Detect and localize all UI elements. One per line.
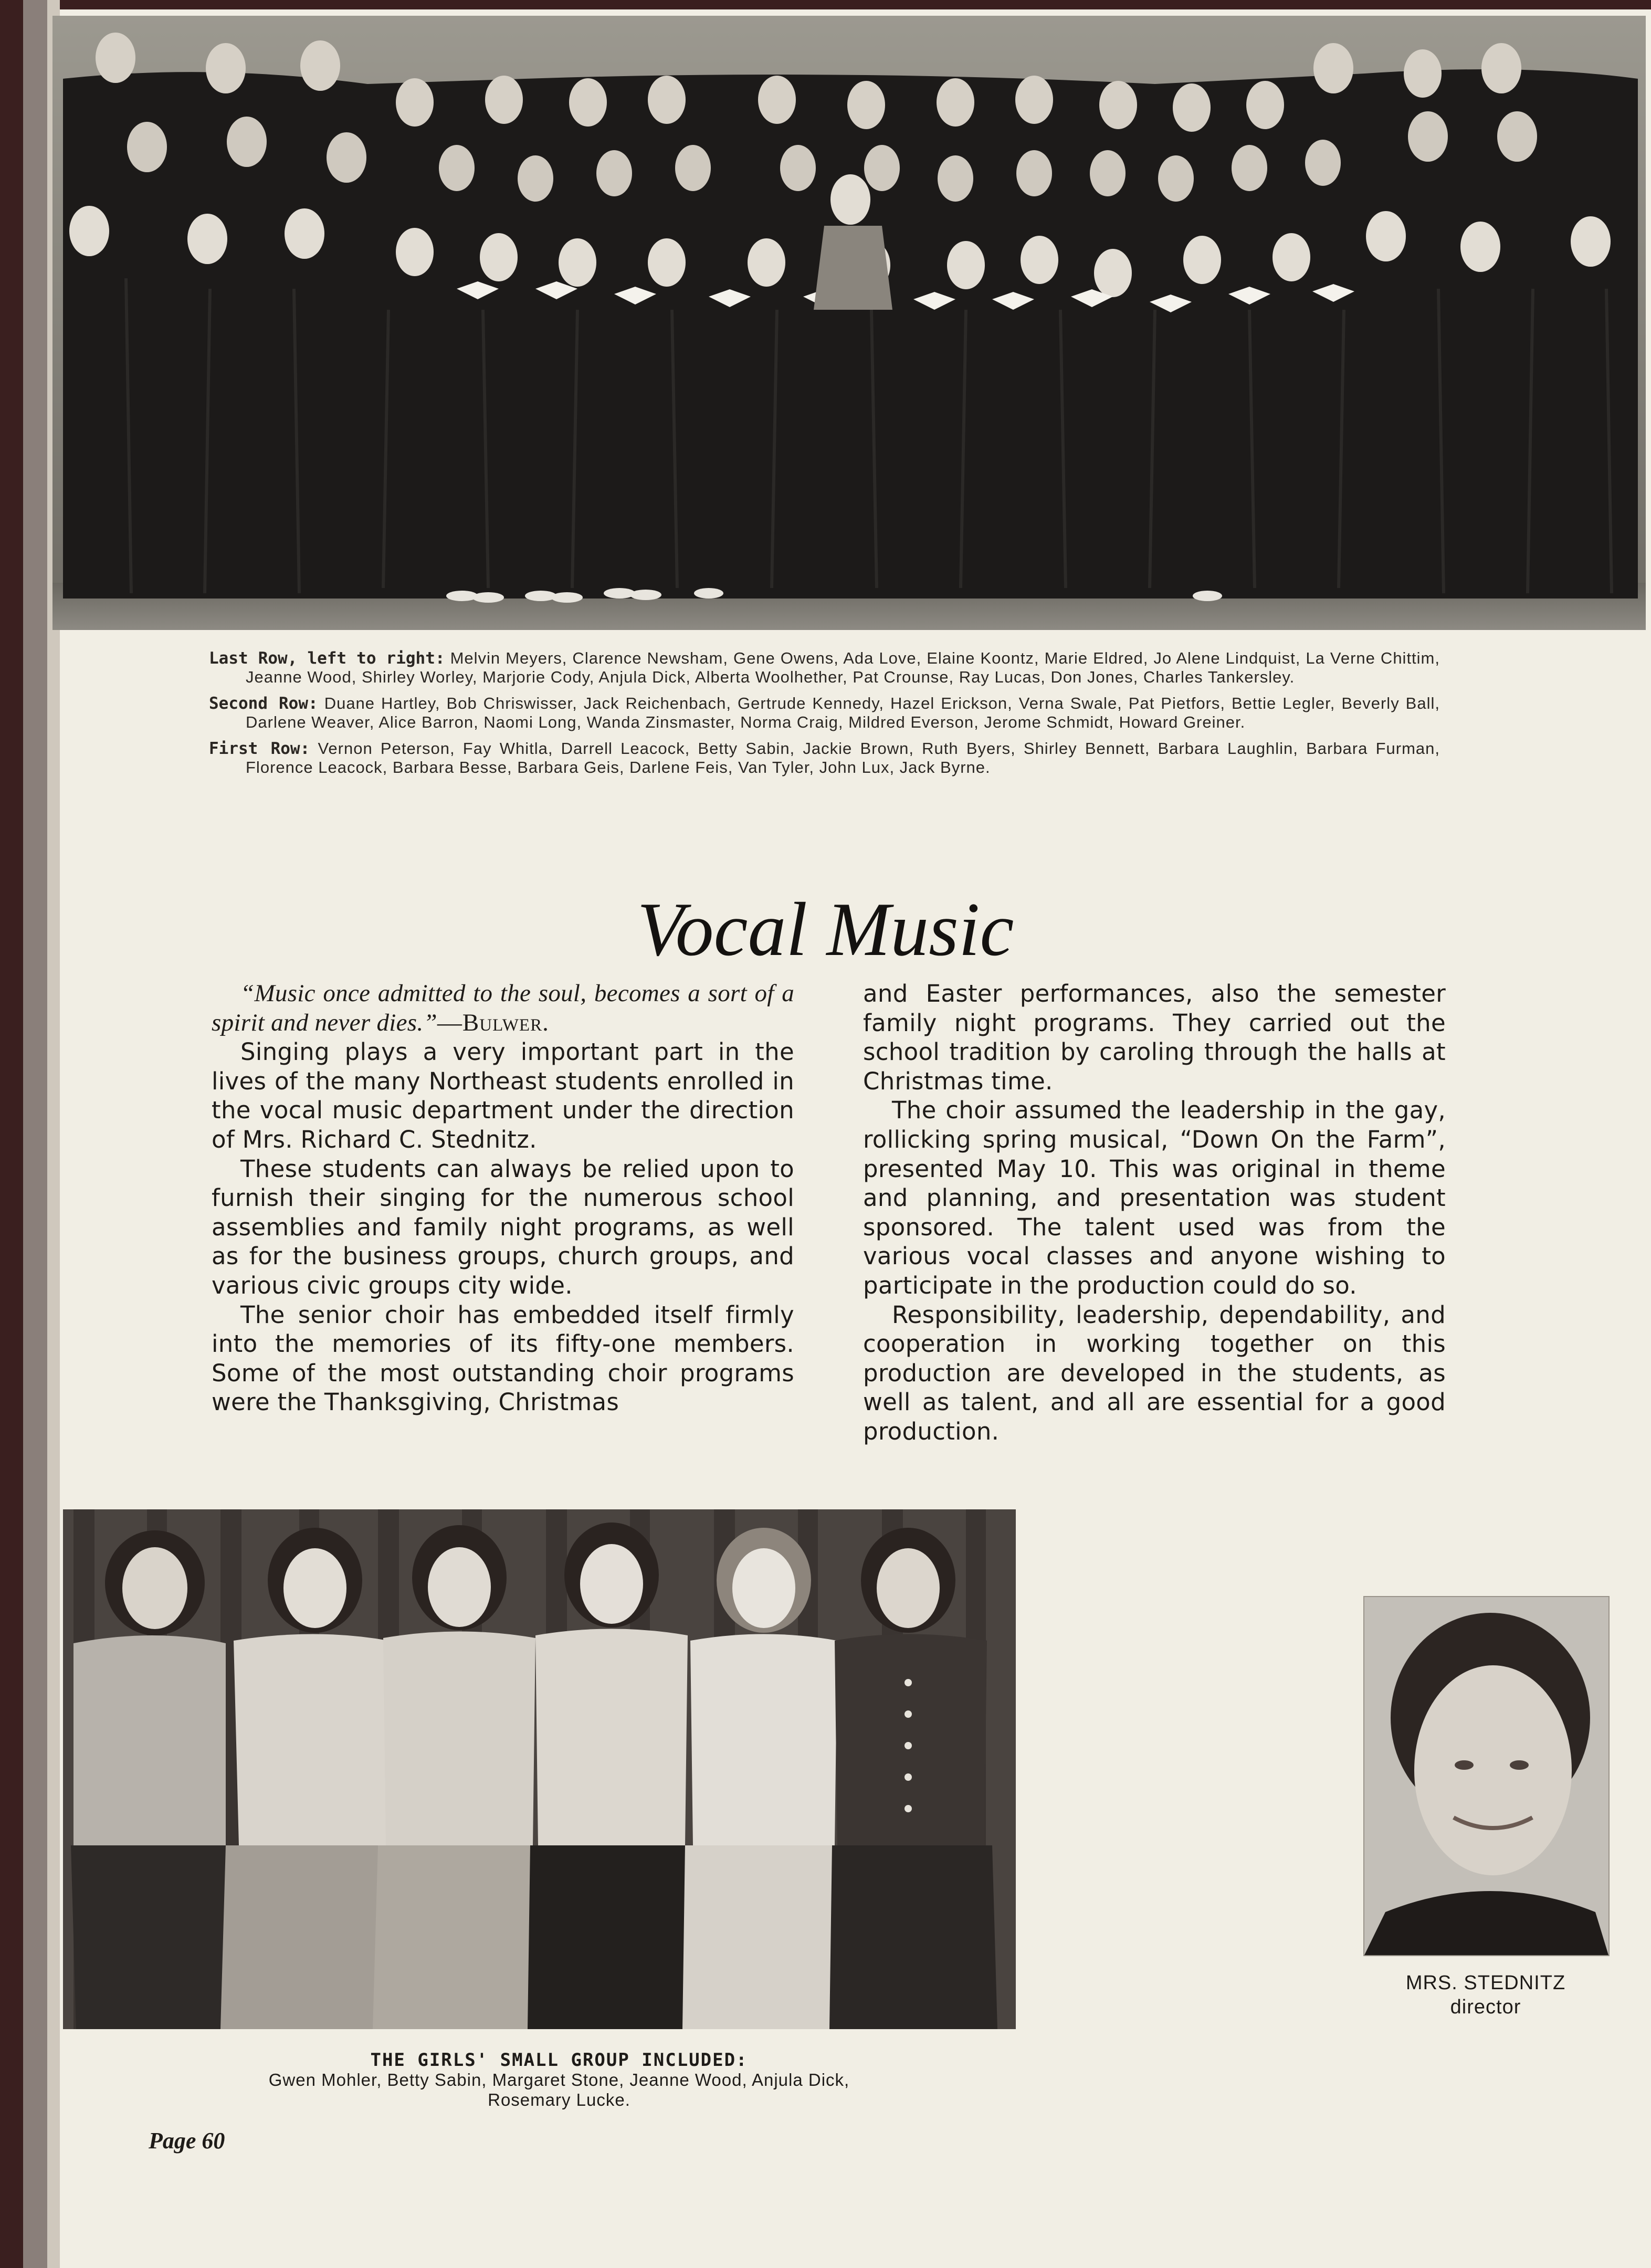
caption-first-row-label: First Row: [209,739,310,758]
article-left-column [212,979,794,1417]
director-portrait [1363,1596,1610,1956]
small-group-caption [226,2050,892,2110]
epigraph-quote [212,979,794,1037]
page-top-edge [0,0,1651,9]
quote-attribution: —Bulwer. [437,1009,549,1036]
paragraph: Responsibility, leadership, dependability, and cooperation in working together on this production are developed in the students, as well as talent, and all are essential for a good production. [863,1300,1446,1445]
caption-second-row-names: Duane Hartley, Bob Chriswisser, Jack Reichenbach, Gertrude Kennedy, Hazel Erickson, Verna Swale, Pat Pietfors, Bettie Legler, Beverly Ball, Darlene Weaver, Alice Barron, Naomi Long, Wanda Zinsmaster, Norma Craig, Mildred Everson, Jerome Schmidt, Howard Greiner. [246,694,1440,731]
paragraph: Singing plays a very important part in the lives of the many Northeast students enrolled in the vocal music department under the direction of Mrs. Richard C. Stednitz. [212,1038,794,1153]
caption-last-row-label: Last Row, left to right: [209,649,445,668]
page-title: Vocal Music [637,887,1014,972]
director-caption [1354,1971,1617,2019]
choir-caption [209,649,1440,784]
choir-photo-image [52,16,1646,630]
girls-small-group-photo [63,1509,1016,2029]
caption-first-row-names: Vernon Peterson, Fay Whitla, Darrell Leacock, Betty Sabin, Jackie Brown, Ruth Byers, Shirley Bennett, Barbara Laughlin, Barbara Furman, Florence Leacock, Barbara Besse, Barbara Geis, Darlene Feis, Van Tyler, John Lux, Jack Byrne. [246,739,1440,776]
page-number: Page 60 [149,2128,225,2154]
paragraph: The senior choir has embedded itself firmly into the memories of its fifty-one members. Some of the most outstanding choir programs were the Thanksgiving, Christmas [212,1300,794,1416]
paragraph-continued: and Easter performances, also the semester family night programs. They carried out the school tradition by caroling through the halls at Christmas time. [863,980,1446,1095]
small-group-title: THE GIRLS' SMALL GROUP INCLUDED: [370,2050,748,2071]
small-group-names: Gwen Mohler, Betty Sabin, Margaret Stone, Jeanne Wood, Anjula Dick, Rosemary Lucke. [268,2070,850,2109]
choir-photo [52,16,1646,630]
director-portrait-image [1364,1597,1608,1955]
article-right-column [863,979,1446,1446]
caption-second-row-label: Second Row: [209,694,318,713]
book-spine [0,0,23,2268]
caption-second-row [209,694,1440,732]
director-name: MRS. STEDNITZ [1405,1972,1566,1994]
caption-last-row-names: Melvin Meyers, Clarence Newsham, Gene Owens, Ada Love, Elaine Koontz, Marie Eldred, Jo Alene Lindquist, La Verne Chittim, Jeanne Wood, Shirley Worley, Marjorie Cody, Anjula Dick, Alberta Woolhether, Pat Crounse, Ray Lucas, Don Jones, Charles Tankersley. [246,649,1440,686]
girls-small-group-image [63,1509,1016,2029]
paragraph: The choir assumed the leadership in the gay, rollicking spring musical, “Down On the Farm”, presented May 10. This was original in theme and planning, and presentation was student sponsored. The talent used was from the various vocal classes and anyone wishing to participate in the production could do so. [863,1096,1446,1299]
director-role: director [1450,1996,1521,2018]
caption-first-row [209,739,1440,777]
paragraph: These students can always be relied upon to furnish their singing for the numerous school assemblies and family night programs, as well as for the business groups, church groups, and various civic groups city wide. [212,1154,794,1299]
quote-text: “Music once admitted to the soul, becomes a sort of a spirit and never dies.” [212,980,794,1036]
caption-last-row [209,649,1440,687]
page-gutter-shadow [23,0,47,2268]
